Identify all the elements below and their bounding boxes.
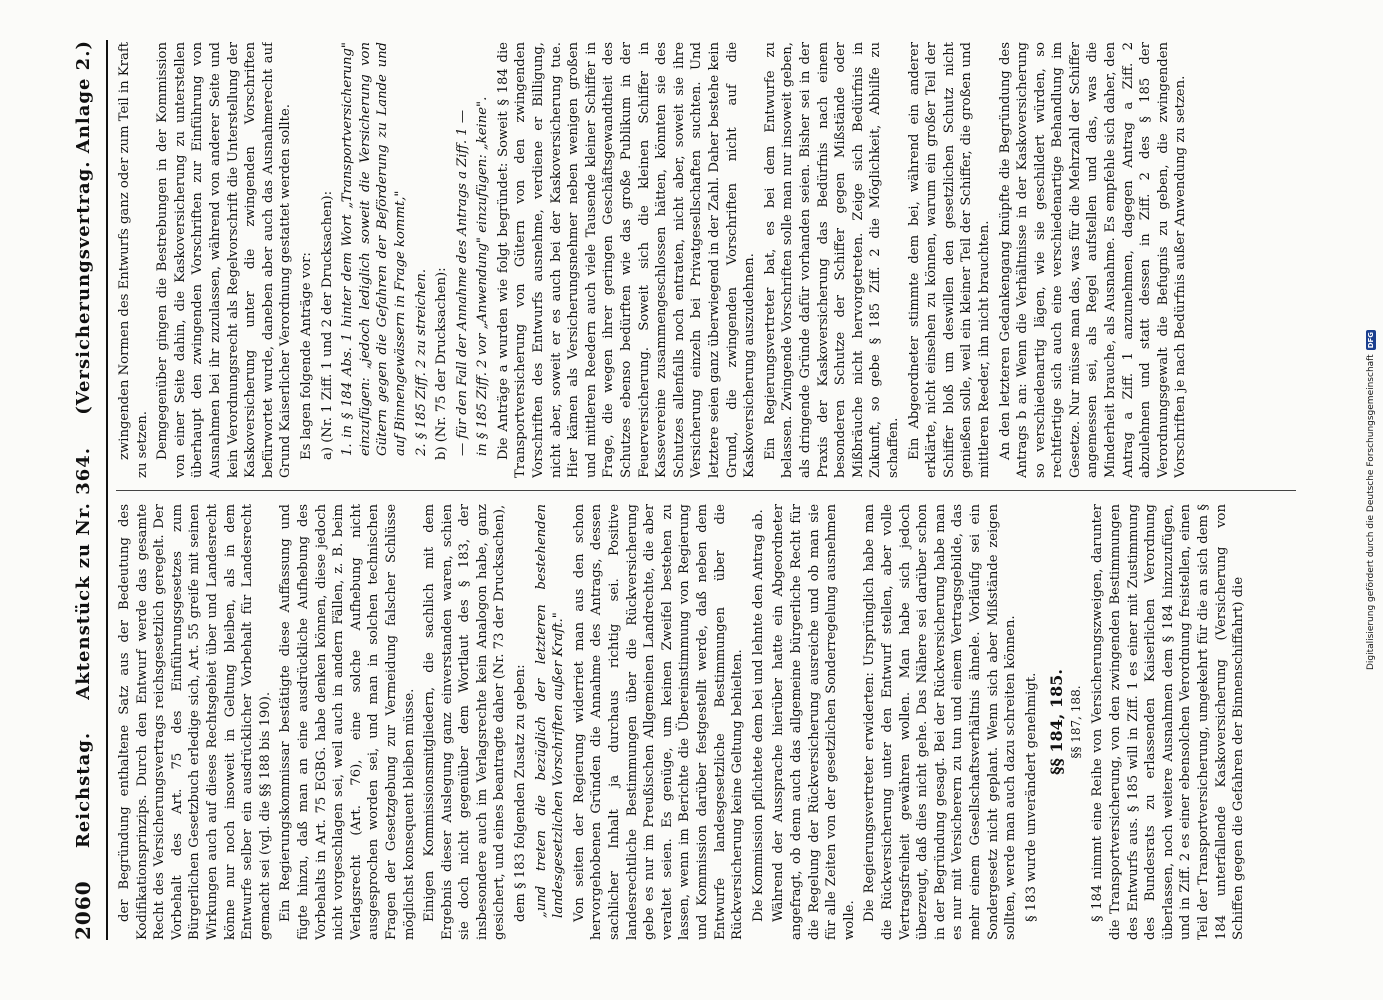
paragraph: b) (Nr. 75 der Drucksachen): [434, 267, 450, 460]
paragraph: Während der Aussprache hierüber hatte ein Abgeordneter angefragt, ob denn auch das allgemeine bürgerliche Recht für die Regelung der Rückversicherung ausreiche und ob man sie für alle Zeiten von der gesetzlichen Sonderregelung ausnehmen wolle. [771, 504, 857, 940]
right-column [116, 42, 1296, 478]
credit-text: Digitalisierung gefördert durch die Deutsche Forschungsgemeinschaft [1366, 354, 1376, 671]
page-header [62, 40, 104, 940]
page-number: 2060 [71, 880, 95, 940]
digitization-credit [1366, 330, 1376, 670]
paragraph: § 184 nimmt eine Reihe von Versicherungszweigen, darunter die Transportversicherung, von den zwingenden Bestimmungen des Entwurfs aus. § 185 will in Ziff. 1 es einer mit Zustimmung des Bundesrats zu erlassenden Kaiserlichen Verordnung überlassen, noch weitere Ausnahmen dem § 184 hinzuzufügen, und in Ziff. 2 es einer ebensolchen Verordnung freistellen, einen Teil der Transportversicherung, umgekehrt für die an sich dem § 184 unterfallende Kaskoversicherung (Versicherung von Schiffen gegen die Gefahren der Binnenschiffahrt) die [1090, 504, 1247, 940]
paragraph: Einigen Kommissionsmitgliedern, die sachlich mit dem Ergebnis dieser Auslegung ganz einverstanden waren, schien sie doch nicht gegenüber dem Wortlaut des § 183, der insbesondere auch im Verlagsrechte kein Analogon habe, ganz gesichert, und eines beantragte daher (Nr. 73 der Drucksachen), [422, 504, 508, 940]
motion-item: — für den Fall der Annahme des Antrags a Ziff. 1 — [454, 109, 470, 456]
paragraph: a) (Nr. 1 Ziff. 1 und 2 der Drucksachen): [319, 190, 335, 460]
header-left-title: Reichstag. [72, 731, 94, 849]
paragraph: dem § 183 folgenden Zusatz zu geben: [513, 664, 529, 922]
quoted-amendment: „und treten die bezüglich der letzteren bestehenden landesgesetzlichen Vorschriften außer Kraft." [533, 504, 567, 918]
header-right-title: (Versicherungsvertrag. Anlage 2.) [72, 40, 94, 415]
paragraph: der Begründung enthaltene Satz aus der Bedeutung des Kodifikationsprinzips. Durch den Entwurf werde das gesamte Recht des Versicherungsvertrags reichsgesetzlich geregelt. Der Vorbehalt des Art. 75 des Einführungsgesetzes zum Bürgerlichen Gesetzbuch erledige sich, Art. 55 greife mit seinen Wirkungen auch auf dieses Rechtsgebiet über und Landesrecht könne nur noch insoweit in Geltung bleiben, als in dem Entwurfe selber ein ausdrücklicher Vorbehalt für Landesrecht gemacht sei (vgl. die §§ 188 bis 190). [117, 504, 273, 940]
paragraph: Von seiten der Regierung widerriet man aus den schon hervorgehobenen Gründen die Annahme des Antrags, dessen sachlicher Inhalt ja durchaus richtig sei. Positive landesrechtliche Bestimmungen über die Rückversicherung gebe es nur im Preußischen Allgemeinen Landrechte, die aber veraltet seien. Es genüge, um keinen Zweifel bestehen zu lassen, wenn im Berichte die Übereinstimmung von Regierung und Kommission darüber festgestellt werde, daß neben dem Entwurfe landesgesetzliche Bestimmungen über die Rückversicherung keine Geltung behielten. [571, 504, 746, 940]
header-rule [106, 40, 108, 940]
motion-item: 2. § 185 Ziff. 2 zu streichen. [413, 268, 429, 456]
section-heading: §§ 184, 185. [1047, 669, 1067, 775]
paragraph: Ein Regierungsvertreter bat, es bei dem Entwurfe zu belassen. Zwingende Vorschriften solle man nur insoweit geben, als dringende Gründe dafür vorhanden seien. Bisher sei in der Praxis der Kaskoversicherung das Bedürfnis nach einem besonderen Schutze der Schiffer gegen Mißstände oder Mißbräuche nicht hervorgetreten. Zeige sich Bedürfnis in Zukunft, so gebe § 185 Ziff. 2 die Möglichkeit, Abhilfe zu schaffen. [762, 42, 901, 478]
header-center-title: Aktenstück zu Nr. 364. [72, 446, 94, 700]
paragraph: Ein Regierungskommissar bestätigte diese Auffassung und fügte hinzu, daß man an eine ausdrückliche Aufhebung des Vorbehalts in Art. 75 EGBG. habe denken können, diese jedoch nicht vorgeschlagen sei, weil auch in andern Fällen, z. B. beim Verlagsrecht (Art. 76), eine solche Aufhebung nicht ausgesprochen worden sei, und man in solchen technischen Fragen der Gesetzgebung zur Vermeidung falscher Schlüsse möglichst konsequent bleiben müsse. [278, 504, 417, 940]
motion-item: 1. in § 184 Abs. 1 hinter dem Wort „Transportversicherung" einzufügen: „jedoch lediglich soweit die Versicherung von Gütern gegen die Gefahren der Beförderung zu Lande und auf Binnengewässern in Frage kommt," [340, 42, 408, 456]
paragraph: An den letzteren Gedankengang knüpfte die Begründung des Antrags b an: Wenn die Verhältnisse in der Kaskoversicherung so verschiedenartig lägen, wie sie geschildert würden, so rechtfertige sich auch eine verschiedenartige Behandlung im Gesetze. Nur müsse man das, was für die Mehrzahl der Schiffer angemessen sei, als Regel aufstellen und das, was die Minderheit brauche, als Ausnahme. Es empfehle sich daher, den Antrag a Ziff. 1 anzunehmen, dagegen Antrag a Ziff. 2 abzulehnen und statt dessen in Ziff. 2 des § 185 der Verordnungsgewalt die Befugnis zu geben, die zwingenden Vorschriften je nach Bedürfnis außer Anwendung zu setzen. [997, 42, 1189, 478]
document-page [62, 40, 1312, 940]
column-divider [116, 490, 1296, 491]
paragraph: Die Regierungsvertreter erwiderten: Ursprünglich habe man die Rückversicherung unter den Entwurf stellen, aber volle Vertragsfreiheit gewähren wollen. Man habe sich jedoch überzeugt, daß dies nicht gehe. Das Nähere sei darüber schon in der Begründung gesagt. Bei der Rückversicherung habe man es nur mit Versicherern zu tun und einem Vertragsgebilde, das mehr einem Gesellschaftsverhältnis ähnele. Vorläufig sei ein Sondergesetz nicht geplant. Wenn sich aber Mißstände zeigen sollten, werde man auch dazu schreiten können. [862, 504, 1019, 940]
left-column [116, 504, 1296, 940]
paragraph: Demgegenüber gingen die Bestrebungen in der Kommission von einer Seite dahin, die Kaskoversicherung zu unterstellen überhaupt den zwingenden Vorschriften zur Einführung von Ausnahmen bei ihr zuzulassen, während von anderer Seite und kein Verordnungsrecht als Regelvorschrift die Unterstellung der Kaskoversicherung unter die zwingenden Vorschriften befürwortet wurde, daneben aber auch das Ausnahmerecht auf Grund Kaiserlicher Verordnung gestattet werden sollte. [155, 42, 294, 478]
motion-item: in § 185 Ziff. 2 vor „Anwendung" einzufügen: „keine". [475, 96, 491, 456]
dfg-logo: DFG [1367, 331, 1375, 349]
paragraph: Ein Abgeordneter stimmte dem bei, während ein anderer erklärte, nicht einsehen zu können, warum ein großer Teil der Schiffer bloß um deswillen den gesetzlichen Schutz nicht genießen solle, weil ein kleiner Teil der Schiffer, die großen und mittleren Reeder, ihn nicht brauchten. [906, 42, 992, 478]
section-subheading: §§ 187, 188. [1068, 685, 1083, 759]
paragraph: § 183 wurde unverändert genehmigt. [1023, 672, 1039, 922]
paragraph: Die Anträge a wurden wie folgt begründet: Soweit § 184 die Transportversicherung von Gütern von den zwingenden Vorschriften des Entwurfs ausnehme, verdiene er Billigung, nicht aber, soweit er es auch bei der Kaskoversicherung tue. Hier kämen als Versicherungsnehmer neben wenigen großen und mittleren Reedern auch viele Tausende kleiner Schiffer in Frage, die wegen ihrer geringen Geschäftsgewandtheit des Schutzes ebenso bedürften wie das große Publikum in der Feuerversicherung. Soweit sich die kleinen Schiffer in Kassevereine zusammengeschlossen hätten, könnten sie des Schutzes allenfalls noch entraten, nicht aber, soweit sie ihre Versicherung einzeln bei Privatgesellschaften suchten. Und letztere seien ganz überwiegend in der Zahl. Daher bestehe kein Grund, die zwingenden Vorschriften nicht auf die Kaskoversicherung auszudehnen. [495, 42, 758, 478]
paragraph: Die Kommission pflichtete dem bei und lehnte den Antrag ab. [750, 509, 766, 922]
paragraph: zwingenden Normen des Entwurfs ganz oder zum Teil in Kraft zu setzen. [117, 42, 150, 478]
paragraph: Es lagen folgende Anträge vor: [298, 252, 314, 460]
